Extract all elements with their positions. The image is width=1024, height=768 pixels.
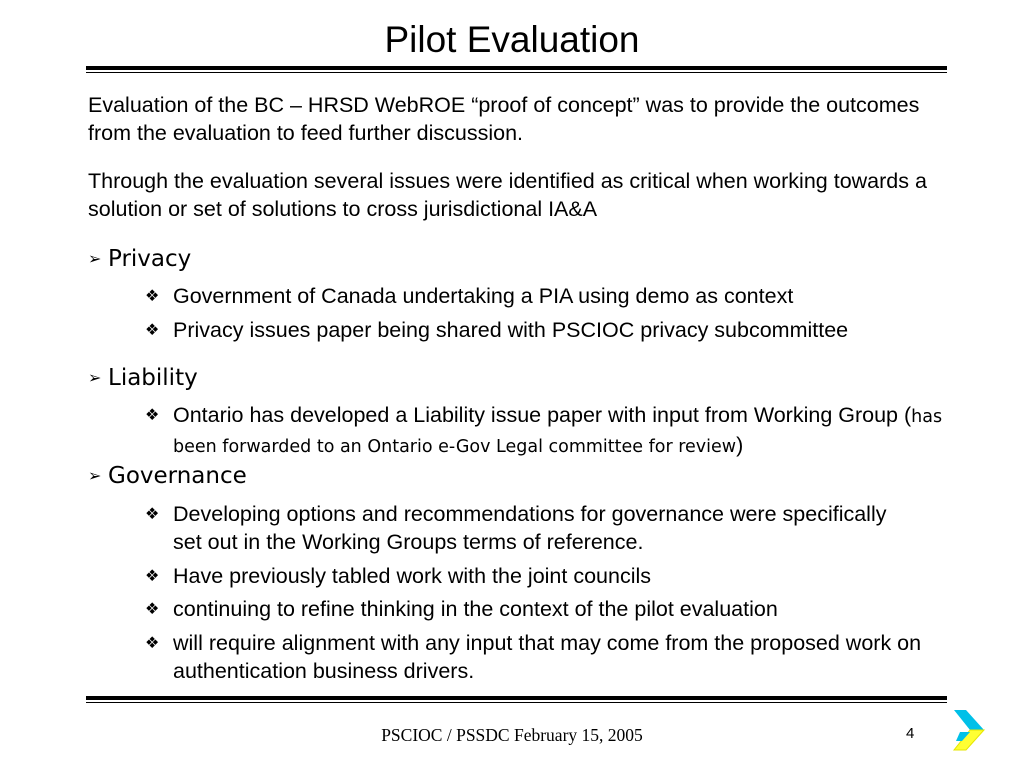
- list-item: [145, 316, 975, 344]
- list-item: [145, 562, 975, 590]
- list-item: [145, 629, 975, 685]
- arrow-bullet-icon: ➢: [88, 249, 102, 268]
- list-item: [145, 282, 975, 310]
- section-heading-label: Governance: [108, 463, 247, 489]
- diamond-bullet-icon: ❖: [145, 633, 160, 652]
- list-item-text: Developing options and recommendations for governance were specifically set out in the Working Groups terms of reference.: [173, 502, 887, 554]
- diamond-bullet-icon: ❖: [145, 286, 160, 305]
- liability-note-text: has been forwarded to an Ontario e-Gov Legal committee for review: [173, 407, 943, 457]
- list-item-text: [173, 401, 945, 461]
- list-item: [145, 401, 945, 461]
- list-item-text: will require alignment with any input that may come from the proposed work on authentication business drivers.: [173, 631, 922, 683]
- top-divider: [86, 66, 947, 73]
- arrow-bullet-icon: ➢: [88, 368, 102, 387]
- diamond-bullet-icon: ❖: [145, 599, 160, 618]
- list-item-text: Government of Canada undertaking a PIA using demo as context: [173, 284, 794, 308]
- diamond-bullet-icon: ❖: [145, 405, 160, 424]
- intro-paragraph-2: Through the evaluation several issues were identified as critical when working towards a solution or set of solutions to cross jurisdictional IA&A: [88, 169, 927, 221]
- nav-arrow-upper-cyan: [954, 710, 984, 730]
- next-slide-arrow-icon[interactable]: [952, 708, 992, 752]
- liability-main-text: Ontario has developed a Liability issue paper with input from Working Group (: [173, 403, 912, 427]
- section-heading-label: Liability: [108, 365, 198, 391]
- bottom-divider: [86, 696, 947, 703]
- arrow-bullet-icon: ➢: [88, 466, 102, 485]
- diamond-bullet-icon: ❖: [145, 320, 160, 339]
- section-heading-governance: [88, 462, 247, 490]
- diamond-bullet-icon: ❖: [145, 566, 160, 585]
- list-item-text: Have previously tabled work with the joint councils: [173, 564, 652, 588]
- section-heading-liability: [88, 364, 198, 392]
- page-number: 4: [906, 725, 915, 742]
- list-item: [145, 595, 975, 623]
- liability-close-paren: ): [736, 433, 744, 457]
- intro-paragraph-1: Evaluation of the BC – HRSD WebROE “proof of concept” was to provide the outcomes from the evaluation to feed further discussion.: [88, 93, 920, 145]
- list-item-text: Privacy issues paper being shared with PSCIOC privacy subcommittee: [173, 318, 849, 342]
- diamond-bullet-icon: ❖: [145, 504, 160, 523]
- footer-text: PSCIOC / PSSDC February 15, 2005: [381, 725, 643, 745]
- list-item: [145, 500, 905, 556]
- slide-title: Pilot Evaluation: [384, 19, 640, 60]
- section-heading-privacy: [88, 245, 191, 273]
- list-item-text: continuing to refine thinking in the context of the pilot evaluation: [173, 597, 778, 621]
- section-heading-label: Privacy: [108, 246, 192, 272]
